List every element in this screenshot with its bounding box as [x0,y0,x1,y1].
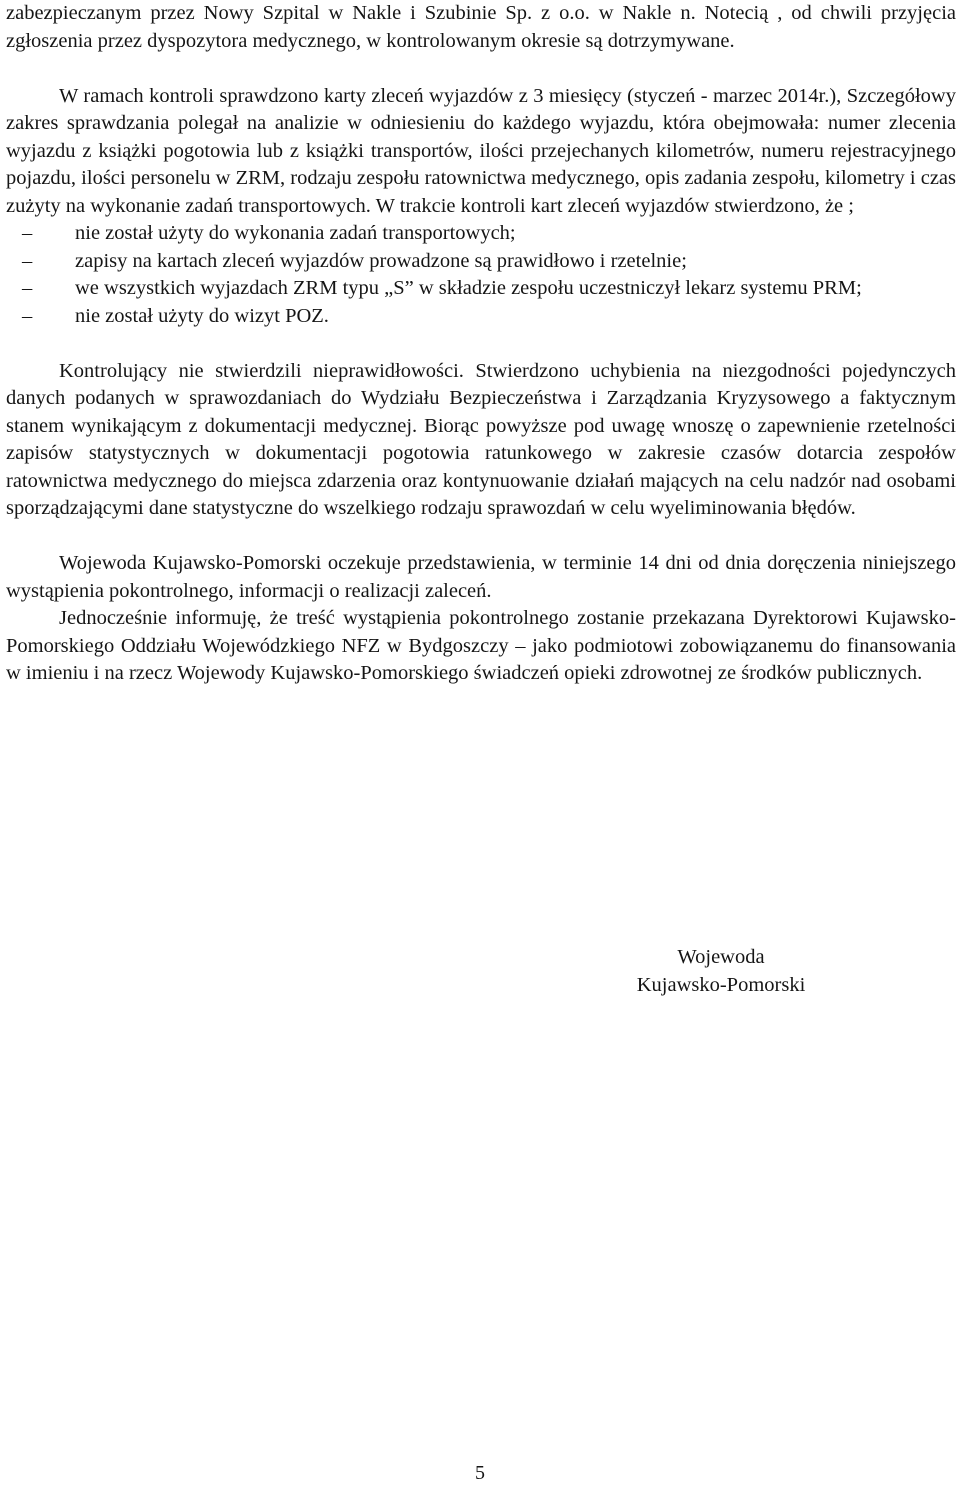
paragraph-2: W ramach kontroli sprawdzono karty zleceń wyjazdów z 3 miesięcy (styczeń - marzec 2014r.), Szczegółowy zakres sprawdzania polegał na analizie w odniesieniu do każdego wyjazdu, która obejmowała: numer zlecenia wyjazdu z książki pogotowia lub z książki transportów, ilości przejechanych kilometrów, numeru rejestracyjnego pojazdu, ilości personelu w ZRM, rodzaju zespołu ratownictwa medycznego, opis zadania zespołu, kilometry i czas zużyty na wykonanie zadań transportowych. W trakcie kontroli kart zleceń wyjazdów stwierdzono, że ; [6,84,956,217]
list-item [6,220,956,248]
list-item-text: zapisy na kartach zleceń wyjazdów prowadzone są prawidłowo i rzetelnie; [75,249,687,272]
dash-marker: – [22,249,33,272]
signature-block [560,943,882,999]
paragraph-gap [6,55,956,83]
list-item-text: we wszystkich wyjazdach ZRM typu „S” w składzie zespołu uczestniczył lekarz systemu PRM; [75,277,862,299]
list-item [6,303,956,331]
dash-marker: – [22,304,33,327]
paragraph-gap [6,330,956,358]
page-number: 5 [475,1462,485,1484]
list-item-text: nie został użyty do wykonania zadań transportowych; [75,222,516,244]
paragraph-4: Wojewoda Kujawsko-Pomorski oczekuje przedstawienia, w terminie 14 dni od dnia doręczenia niniejszego wystąpienia pokontrolnego, informacji o realizacji zaleceń. [6,552,956,602]
list-item-text: nie został użyty do wizyt POZ. [75,304,329,327]
dash-marker: – [22,222,33,244]
signature-title: Wojewoda [677,946,765,968]
paragraph-gap [6,523,956,551]
findings-list [6,220,956,330]
paragraph-1: zabezpieczanym przez Nowy Szpital w Nakle i Szubinie Sp. z o.o. w Nakle n. Notecią , od chwili przyjęcia zgłoszenia przez dyspozytora medycznego, w kontrolowanym okresie są dotrzymywane. [6,2,956,52]
paragraph-3: Kontrolujący nie stwierdzili nieprawidłowości. Stwierdzono uchybienia na niezgodności pojedynczych danych podanych w sprawozdaniach do Wydziału Bezpieczeństwa i Zarządzania Kryzysowego a faktycznym stanem wynikającym z dokumentacji medycznej. Biorąc powyższe pod uwagę wnoszę o zapewnienie rzetelności zapisów statystycznych w dokumentacji pogotowia ratunkowego w zakresie czasów dotarcia zespołów ratownictwa medycznego do miejsca zdarzenia oraz kontynuowanie działań mających na celu nadzór nad osobami sporządzającymi dane statystyczne do wszelkiego rodzaju sprawozdań w celu wyeliminowania błędów. [6,359,956,519]
document-page [6,0,956,688]
list-item [6,248,956,276]
dash-marker: – [22,277,33,299]
list-item [6,275,956,303]
signature-region: Kujawsko-Pomorski [636,974,806,996]
paragraph-5: Jednocześnie informuję, że treść wystąpienia pokontrolnego zostanie przekazana Dyrektorowi Kujawsko-Pomorskiego Oddziału Wojewódzkiego NFZ w Bydgoszczy – jako podmiotowi zobowiązanemu do finansowania w imieniu i na rzecz Wojewody Kujawsko-Pomorskiego świadczeń opieki zdrowotnej ze środków publicznych. [6,607,956,684]
